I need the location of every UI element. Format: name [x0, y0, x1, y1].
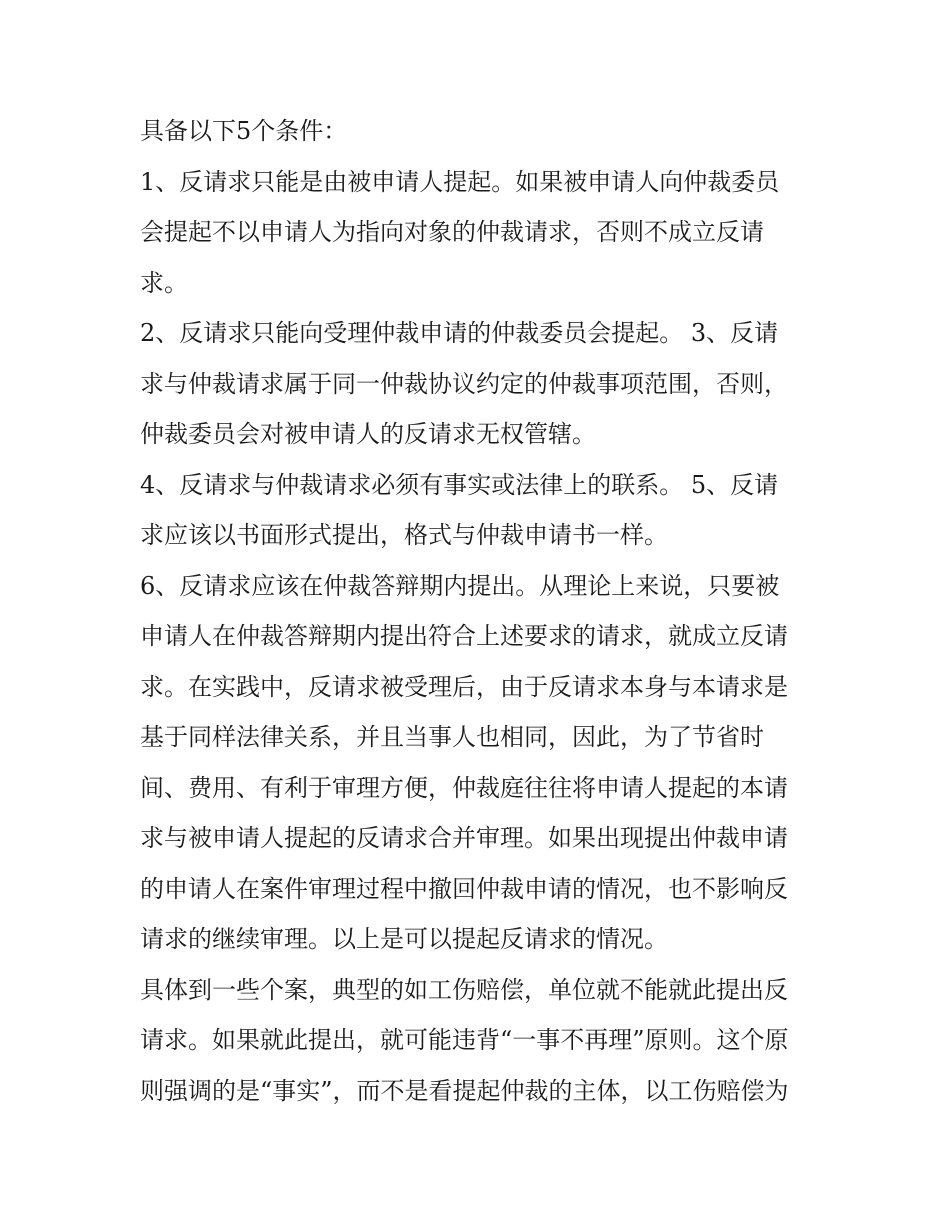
document-body: [140, 106, 820, 1116]
text-line: 仲裁委员会对被申请人的反请求无权管辖。: [140, 420, 596, 448]
text-line: 则强调的是“事实”，而不是看提起仲裁的主体，以工伤赔偿为: [140, 1076, 789, 1105]
text-line: 间、费用、有利于审理方便，仲裁庭往往将申请人提起的本请: [140, 773, 788, 802]
text-line: 2、反请求只能向受理仲裁申请的仲裁委员会提起。 3、反请: [140, 319, 779, 347]
text-line: 请求。如果就此提出，就可能违背“一事不再理”原则。这个原: [140, 1026, 789, 1054]
text-line: 求。: [140, 268, 188, 297]
text-line: 求应该以书面形式提出，格式与仲裁申请书一样。: [140, 521, 668, 549]
text-line: 具体到一些个案，典型的如工伤赔偿，单位就不能就此提出反: [140, 975, 788, 1004]
text-line: 具备以下5个条件：: [140, 117, 348, 145]
text-line: 1、反请求只能是由被申请人提起。如果被申请人向仲裁委员: [140, 167, 780, 196]
text-line: 4、反请求与仲裁请求必须有事实或法律上的联系。 5、反请: [140, 470, 779, 499]
text-line: 求与被申请人提起的反请求合并审理。如果出现提出仲裁申请: [140, 824, 788, 852]
text-line: 会提起不以申请人为指向对象的仲裁请求，否则不成立反请: [140, 218, 764, 246]
text-line: 基于同样法律关系，并且当事人也相同，因此，为了节省时: [140, 723, 764, 751]
text-line: 6、反请求应该在仲裁答辩期内提出。从理论上来说，只要被: [140, 571, 780, 600]
text-line: 的申请人在案件审理过程中撤回仲裁申请的情况，也不影响反: [140, 874, 788, 903]
text-line: 求与仲裁请求属于同一仲裁协议约定的仲裁事项范围，否则，: [140, 369, 788, 398]
text-line: 请求的继续审理。以上是可以提起反请求的情况。: [140, 925, 668, 953]
text-line: 求。在实践中，反请求被受理后，由于反请求本身与本请求是: [140, 672, 788, 701]
text-line: 申请人在仲裁答辩期内提出符合上述要求的请求，就成立反请: [140, 622, 788, 650]
